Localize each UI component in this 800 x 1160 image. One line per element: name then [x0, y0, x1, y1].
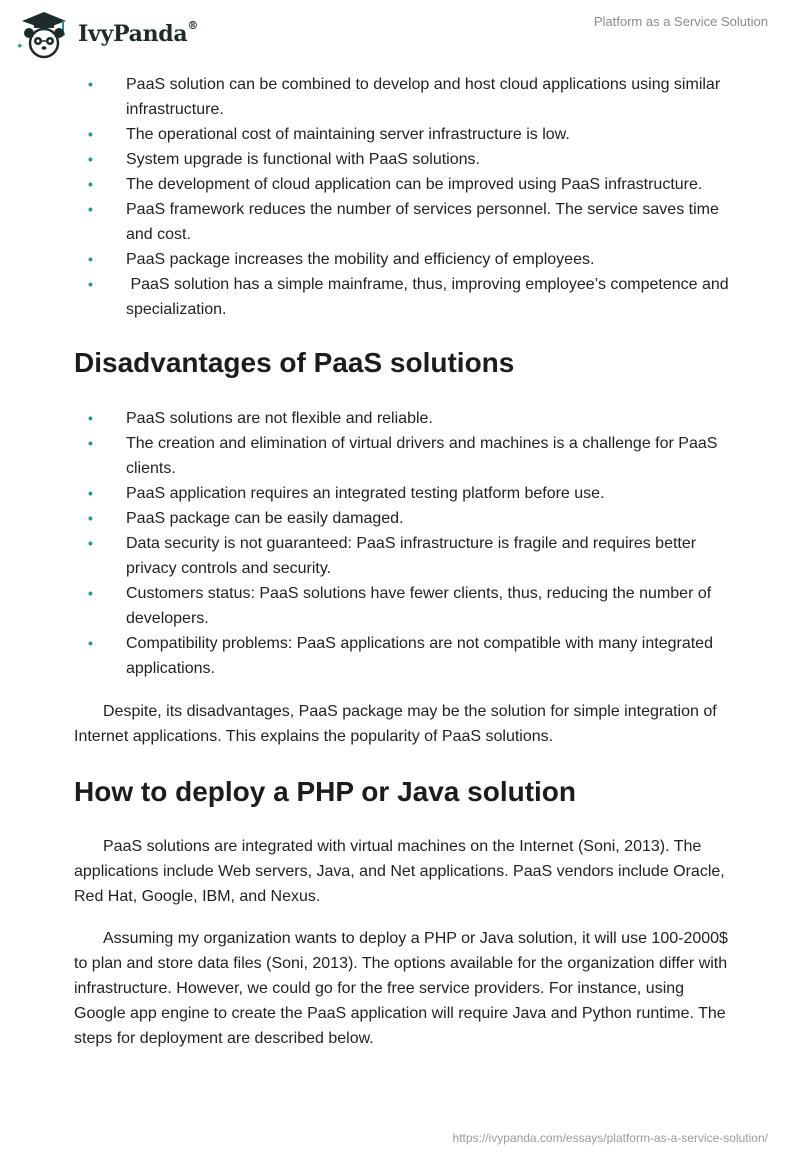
bullet-icon: • — [88, 635, 93, 651]
source-url-link[interactable]: https://ivypanda.com/essays/platform-as-a-service-solution/ — [452, 1131, 768, 1145]
bullet-icon: • — [88, 276, 93, 292]
bullet-icon: • — [88, 485, 93, 501]
list-item: • PaaS solutions are not flexible and reliable. — [74, 406, 734, 431]
bullet-icon: • — [88, 176, 93, 192]
advantages-list — [74, 72, 734, 322]
bullet-icon: • — [88, 201, 93, 217]
list-item: • The creation and elimination of virtual drivers and machines is a challenge for PaaS clients. — [74, 431, 734, 481]
list-item: • System upgrade is functional with PaaS solutions. — [74, 147, 734, 172]
bullet-icon: • — [88, 510, 93, 526]
bullet-icon: • — [88, 410, 93, 426]
bullet-icon: • — [88, 126, 93, 142]
bullet-icon: • — [88, 76, 93, 92]
list-item: • PaaS solution can be combined to develop and host cloud applications using similar infrastructure. — [74, 72, 734, 122]
bullet-icon: • — [88, 251, 93, 267]
disadvantages-list — [74, 406, 734, 681]
paragraph: PaaS solutions are integrated with virtual machines on the Internet (Soni, 2013). The applications include Web servers, Java, and Net applications. PaaS vendors include Oracle, Red Hat, Google, IBM, and Nexus. — [74, 838, 725, 905]
section-heading-disadvantages: Disadvantages of PaaS solutions — [74, 347, 515, 378]
list-item: • PaaS package increases the mobility and efficiency of employees. — [74, 247, 734, 272]
document-title: Platform as a Service Solution — [593, 14, 768, 29]
brand-name: IvyPanda® — [78, 19, 199, 47]
list-item: • Compatibility problems: PaaS applications are not compatible with many integrated applications. — [74, 631, 734, 681]
bullet-icon: • — [88, 151, 93, 167]
paragraph: Despite, its disadvantages, PaaS package may be the solution for simple integration of Internet applications. This explains the popularity of PaaS solutions. — [74, 703, 717, 745]
essay-content — [74, 70, 734, 1051]
bullet-icon: • — [88, 585, 93, 601]
panda-mascot-icon — [14, 9, 72, 59]
paragraph: Assuming my organization wants to deploy a PHP or Java solution, it will use 100-2000$ to plan and store data files (Soni, 2013). The options available for the organization differ with infrastructure. However, we could go for the free service providers. For instance, using Google app engine to create the PaaS application will require Java and Python runtime. The steps for deployment are described below. — [74, 930, 728, 1047]
bullet-icon: • — [88, 535, 93, 551]
bullet-icon: • — [88, 435, 93, 451]
list-item: • PaaS package can be easily damaged. — [74, 506, 734, 531]
list-item: • PaaS solution has a simple mainframe, thus, improving employee’s competence and specialization. — [74, 272, 734, 322]
list-item: • Customers status: PaaS solutions have fewer clients, thus, reducing the number of developers. — [74, 581, 734, 631]
list-item: • Data security is not guaranteed: PaaS infrastructure is fragile and requires better privacy controls and security. — [74, 531, 734, 581]
section-heading-deploy: How to deploy a PHP or Java solution — [74, 776, 577, 807]
brand-logo[interactable] — [14, 9, 198, 59]
list-item: • PaaS framework reduces the number of services personnel. The service saves time and cost. — [74, 197, 734, 247]
list-item: • The operational cost of maintaining server infrastructure is low. — [74, 122, 734, 147]
page-header — [0, 0, 800, 70]
list-item: • The development of cloud application can be improved using PaaS infrastructure. — [74, 172, 734, 197]
list-item: • PaaS application requires an integrated testing platform before use. — [74, 481, 734, 506]
svg-text:✦: ✦ — [16, 42, 24, 52]
